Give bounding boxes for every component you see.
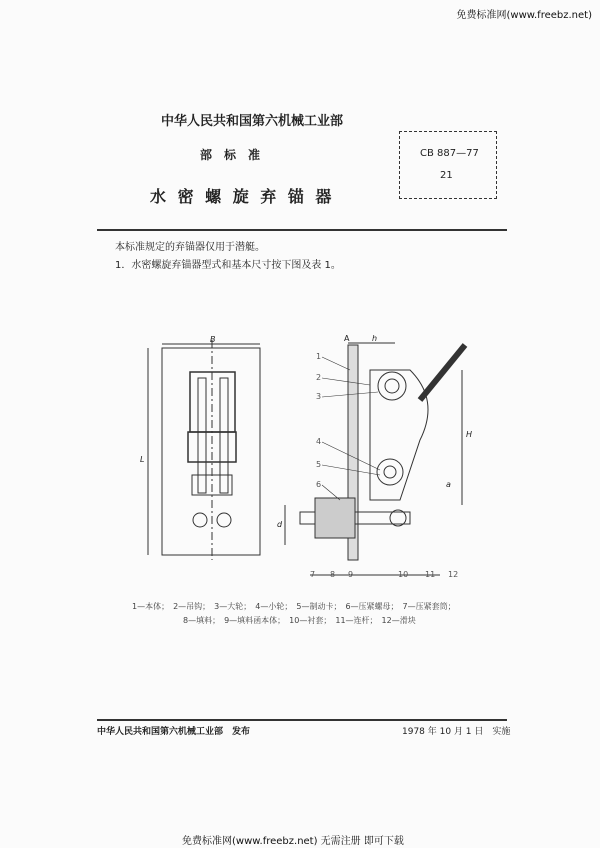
effective-date: 1978 年 10 月 1 日 实施 [402,727,511,737]
part-5: 5 [316,460,322,469]
dim-L: L [140,455,145,464]
part-11: 11 [425,570,436,579]
dim-A: A [344,334,350,343]
parts-legend-line-1: 1—本体； 2—吊钩； 3—大轮； 4—小轮； 5—制动卡； 6—压紧螺母； 7—压紧套筒； [132,602,456,611]
dim-d: d [277,520,283,529]
dim-h: h [372,334,378,343]
standard-category: 部 标 准 [200,148,261,162]
document-title: 水 密 螺 旋 弃 锚 器 [150,187,335,206]
part-3: 3 [316,392,322,401]
part-4: 4 [316,437,322,446]
ministry-name: 中华人民共和国第六机械工业部 [161,114,344,129]
part-9: 9 [348,570,354,579]
part-1: 1 [316,352,322,361]
side-view [285,343,465,575]
dim-H: H [466,430,473,439]
parts-legend-line-2: 8—填料； 9—填料函本体； 10—衬套； 11—连杆； 12—滑块 [183,616,416,625]
part-8: 8 [330,570,336,579]
watermark-top: 免费标准网(www.freebz.net) [456,10,592,21]
part-12: 12 [448,570,459,579]
intro-text: 本标准规定的弃锚器仅用于潜艇。 [115,242,265,253]
clause-1: 1．水密螺旋弃锚器型式和基本尺寸按下图及表 1。 [115,260,341,271]
publisher: 中华人民共和国第六机械工业部 发布 [97,727,251,737]
front-view [148,340,260,560]
standard-code: CB 887—77 [420,148,479,159]
part-7: 7 [310,570,316,579]
footer-rule [97,719,507,721]
watermark-bottom: 免费标准网(www.freebz.net) 无需注册 即可下载 [182,836,404,847]
part-6: 6 [316,480,322,489]
dim-B: B [210,335,216,344]
dim-a: a [446,480,451,489]
part-10: 10 [398,570,409,579]
page-number: 21 [440,170,453,181]
part-2: 2 [316,373,322,382]
